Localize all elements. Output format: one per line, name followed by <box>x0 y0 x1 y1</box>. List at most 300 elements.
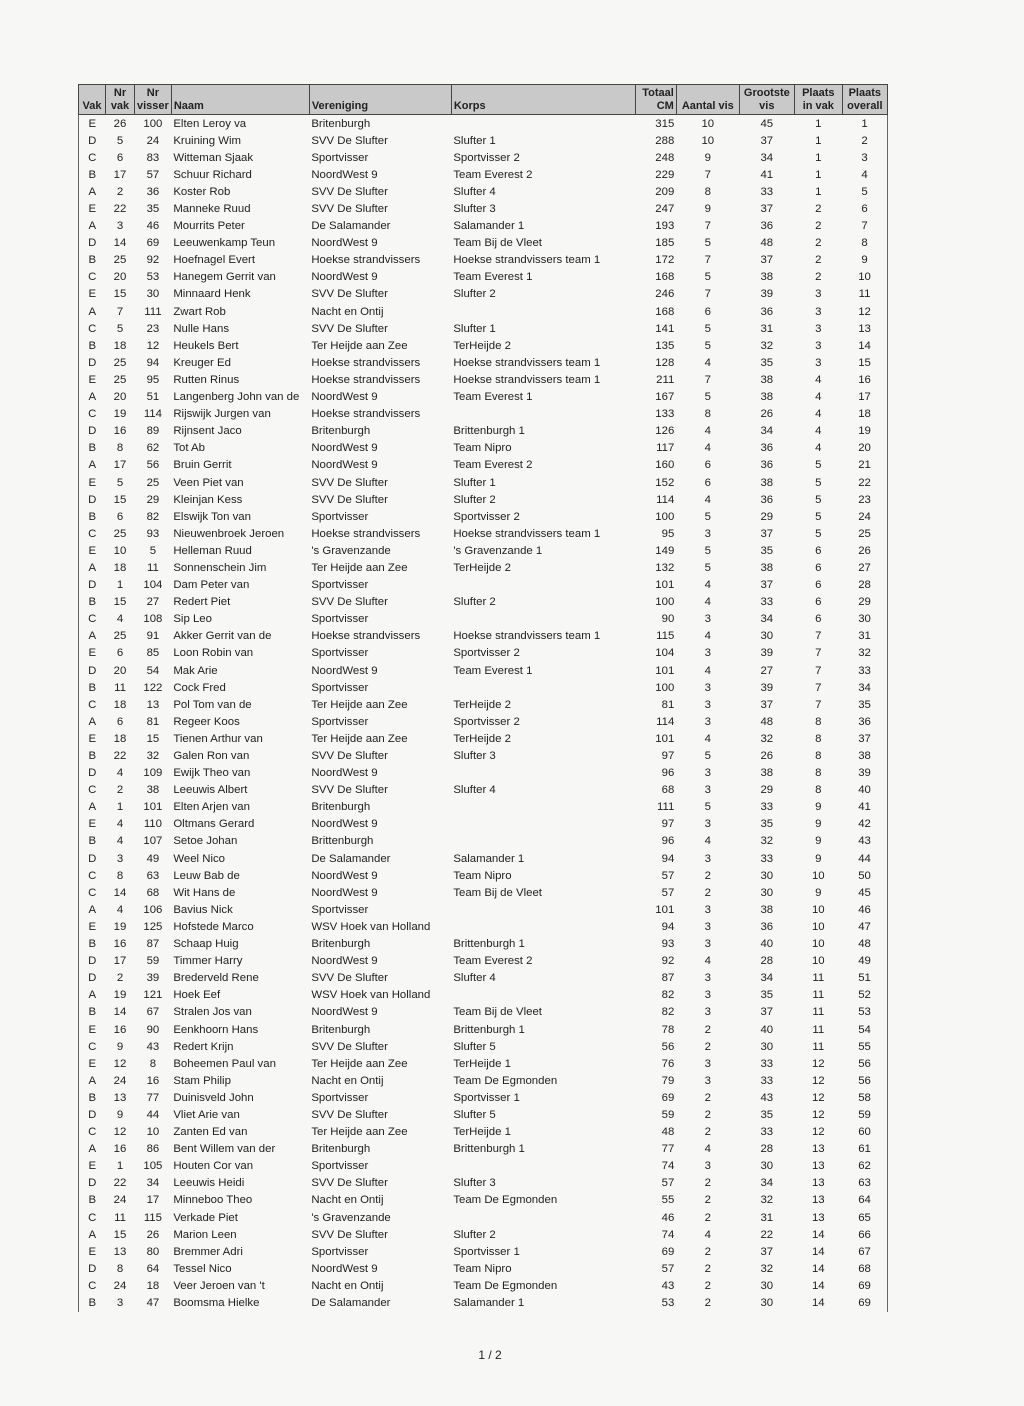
cell-plaats-in-vak: 13 <box>811 1177 825 1190</box>
table-row <box>79 371 888 388</box>
cell-nr-visser: 104 <box>143 579 163 592</box>
cell-vak: A <box>79 389 106 406</box>
cell-plaats-overall: 31 <box>842 628 887 645</box>
cell-aantal-vis: 5 <box>704 391 711 404</box>
cell-nr-visser: 93 <box>146 527 160 540</box>
table-row <box>79 115 888 133</box>
cell-nr-vak: 20 <box>113 664 127 677</box>
cell-totaal-cm: 97 <box>661 750 675 763</box>
cell-totaal-cm: 81 <box>661 698 675 711</box>
table-row <box>79 611 888 628</box>
cell-nr-vak: 18 <box>113 339 127 352</box>
cell-nr-visser: 121 <box>143 989 163 1002</box>
cell-vereniging: SVV De Slufter <box>311 1228 388 1241</box>
table-row <box>79 269 888 286</box>
cell-korps: Slufter 2 <box>453 1228 496 1241</box>
cell-aantal-vis: 6 <box>704 476 711 489</box>
cell-plaats-in-vak: 10 <box>811 938 825 951</box>
cell-vak: C <box>79 611 106 628</box>
cell-vak: C <box>79 884 106 901</box>
cell-totaal-cm: 101 <box>655 903 675 916</box>
cell-plaats-in-vak: 14 <box>811 1297 825 1310</box>
cell-korps: Sportvisser 2 <box>453 715 520 728</box>
cell-nr-visser: 107 <box>143 835 163 848</box>
cell-vereniging: Sportvisser <box>311 151 369 164</box>
cell-vak: C <box>79 696 106 713</box>
cell-korps: Slufter 2 <box>453 493 496 506</box>
cell-plaats-in-vak: 3 <box>815 322 822 335</box>
cell-plaats-in-vak: 4 <box>815 391 822 404</box>
cell-naam: Minneboo Theo <box>173 1194 253 1207</box>
cell-plaats-overall: 66 <box>842 1226 887 1243</box>
cell-nr-visser: 109 <box>143 767 163 780</box>
cell-plaats-in-vak: 1 <box>815 185 822 198</box>
table-row <box>79 1124 888 1141</box>
cell-grootste-vis: 33 <box>760 801 774 814</box>
cell-totaal-cm: 172 <box>655 254 675 267</box>
cell-vak: E <box>79 730 106 747</box>
cell-nr-vak: 19 <box>113 989 127 1002</box>
table-row <box>79 406 888 423</box>
cell-nr-visser: 110 <box>143 818 162 831</box>
cell-vak: A <box>79 457 106 474</box>
cell-grootste-vis: 33 <box>760 1057 774 1070</box>
cell-vereniging: SVV De Slufter <box>311 1040 388 1053</box>
cell-korps: 's Gravenzande 1 <box>453 544 543 557</box>
cell-aantal-vis: 2 <box>704 869 711 882</box>
cell-vak: B <box>79 440 106 457</box>
cell-nr-vak: 19 <box>113 408 127 421</box>
cell-nr-vak: 1 <box>116 579 124 592</box>
cell-aantal-vis: 2 <box>704 1297 711 1310</box>
cell-vereniging: Sportvisser <box>311 613 369 626</box>
cell-naam: Hoek Eef <box>173 989 221 1002</box>
cell-plaats-overall: 13 <box>842 320 887 337</box>
cell-totaal-cm: 74 <box>661 1228 675 1241</box>
cell-naam: Leeuwis Albert <box>173 784 248 797</box>
cell-vereniging: Nacht en Ontij <box>311 1279 384 1292</box>
results-body <box>79 115 888 1312</box>
cell-nr-vak: 16 <box>113 1023 127 1036</box>
cell-korps: Hoekse strandvissers team 1 <box>453 630 601 643</box>
cell-plaats-in-vak: 4 <box>815 442 822 455</box>
cell-grootste-vis: 26 <box>760 408 774 421</box>
cell-nr-vak: 3 <box>116 1297 124 1310</box>
cell-nr-visser: 38 <box>146 784 160 797</box>
cell-plaats-in-vak: 4 <box>815 425 822 438</box>
cell-plaats-overall: 28 <box>842 577 887 594</box>
cell-nr-visser: 5 <box>149 544 157 557</box>
cell-totaal-cm: 114 <box>656 715 675 728</box>
cell-plaats-in-vak: 5 <box>815 459 822 472</box>
cell-korps: TerHeijde 2 <box>453 339 511 352</box>
header-row <box>79 85 888 115</box>
cell-aantal-vis: 2 <box>704 1023 711 1036</box>
cell-plaats-in-vak: 4 <box>815 408 822 421</box>
cell-naam: Tessel Nico <box>173 1262 232 1275</box>
cell-aantal-vis: 3 <box>704 972 711 985</box>
cell-vak: E <box>79 1243 106 1260</box>
cell-totaal-cm: 193 <box>655 220 675 233</box>
cell-totaal-cm: 101 <box>655 579 675 592</box>
cell-totaal-cm: 149 <box>655 544 675 557</box>
cell-plaats-in-vak: 7 <box>815 664 822 677</box>
cell-plaats-overall: 27 <box>842 559 887 576</box>
cell-korps: Slufter 4 <box>453 784 496 797</box>
table-row <box>79 337 888 354</box>
cell-nr-vak: 24 <box>113 1279 127 1292</box>
cell-naam: Tienen Arthur van <box>173 732 263 745</box>
cell-korps <box>451 901 635 918</box>
cell-naam: Bavius Nick <box>173 903 233 916</box>
cell-plaats-in-vak: 2 <box>815 254 822 267</box>
cell-vak: B <box>79 747 106 764</box>
cell-nr-vak: 3 <box>116 852 124 865</box>
table-row <box>79 628 888 645</box>
cell-grootste-vis: 38 <box>760 767 774 780</box>
cell-vereniging: Sportvisser <box>311 681 369 694</box>
cell-plaats-overall: 46 <box>842 901 887 918</box>
cell-naam: Elten Leroy va <box>171 115 309 133</box>
cell-plaats-overall: 19 <box>842 423 887 440</box>
cell-vereniging: NoordWest 9 <box>311 767 378 780</box>
cell-naam: Redert Piet <box>173 596 231 609</box>
table-row <box>79 662 888 679</box>
cell-aantal-vis: 5 <box>704 339 711 352</box>
cell-naam: Boomsma Hielke <box>173 1297 260 1310</box>
cell-totaal-cm: 55 <box>661 1194 675 1207</box>
cell-vak: B <box>79 166 106 183</box>
table-row <box>79 901 888 918</box>
cell-vak: B <box>79 508 106 525</box>
cell-nr-visser: 68 <box>146 886 160 899</box>
cell-totaal-cm: 126 <box>655 425 675 438</box>
cell-aantal-vis: 4 <box>704 835 711 848</box>
cell-naam: Dam Peter van <box>173 579 250 592</box>
cell-totaal-cm: 59 <box>661 1108 675 1121</box>
cell-aantal-vis: 3 <box>704 920 711 933</box>
cell-plaats-in-vak: 2 <box>815 203 822 216</box>
cell-korps: Slufter 2 <box>453 288 496 301</box>
cell-vereniging: De Salamander <box>311 220 391 233</box>
cell-vak: B <box>79 252 106 269</box>
header-nr-vak: Nr vak <box>106 85 135 115</box>
cell-plaats-overall: 43 <box>842 833 887 850</box>
cell-korps: Team De Egmonden <box>453 1074 558 1087</box>
cell-grootste-vis: 32 <box>760 1194 774 1207</box>
cell-plaats-overall: 67 <box>842 1243 887 1260</box>
cell-grootste-vis: 48 <box>760 715 774 728</box>
cell-aantal-vis: 4 <box>704 596 711 609</box>
cell-nr-vak: 2 <box>116 185 124 198</box>
cell-nr-vak: 20 <box>113 391 127 404</box>
cell-vak: A <box>79 1072 106 1089</box>
cell-aantal-vis: 2 <box>704 1108 711 1121</box>
cell-grootste-vis: 34 <box>760 1177 774 1190</box>
cell-plaats-in-vak: 1 <box>815 168 822 181</box>
cell-korps: Slufter 1 <box>453 134 496 147</box>
cell-plaats-in-vak: 5 <box>815 510 822 523</box>
cell-nr-vak: 22 <box>113 203 127 216</box>
cell-vak: A <box>79 183 106 200</box>
cell-grootste-vis: 37 <box>760 203 774 216</box>
cell-plaats-overall: 58 <box>842 1089 887 1106</box>
cell-plaats-overall: 33 <box>842 662 887 679</box>
cell-totaal-cm: 141 <box>655 322 675 335</box>
cell-plaats-overall: 68 <box>842 1260 887 1277</box>
cell-nr-visser: 27 <box>146 596 160 609</box>
cell-naam: Zanten Ed van <box>173 1126 248 1139</box>
cell-korps: Slufter 1 <box>453 322 496 335</box>
cell-vereniging: Britenburgh <box>311 1143 371 1156</box>
cell-plaats-in-vak: 13 <box>811 1160 825 1173</box>
table-row <box>79 918 888 935</box>
cell-nr-vak: 16 <box>113 425 127 438</box>
cell-plaats-overall: 54 <box>842 1021 887 1038</box>
cell-totaal-cm: 246 <box>655 288 675 301</box>
table-row <box>79 252 888 269</box>
cell-plaats-overall: 56 <box>842 1055 887 1072</box>
cell-naam: Tot Ab <box>173 442 205 455</box>
cell-naam: Vliet Arie van <box>173 1108 240 1121</box>
cell-nr-visser: 43 <box>146 1040 160 1053</box>
cell-vak: E <box>79 115 106 133</box>
cell-nr-vak: 9 <box>116 1108 124 1121</box>
table-row <box>79 474 888 491</box>
cell-nr-visser: 125 <box>143 920 163 933</box>
table-row <box>79 542 888 559</box>
cell-naam: Mourrits Peter <box>173 220 245 233</box>
cell-vereniging: 's Gravenzande <box>311 1211 391 1224</box>
cell-korps: Brittenburgh 1 <box>453 1023 525 1036</box>
cell-grootste-vis: 38 <box>760 903 774 916</box>
cell-plaats-overall: 51 <box>842 970 887 987</box>
cell-vak: E <box>79 371 106 388</box>
cell-plaats-overall: 12 <box>842 303 887 320</box>
cell-plaats-in-vak: 12 <box>811 1126 825 1139</box>
cell-grootste-vis: 37 <box>760 527 774 540</box>
cell-vereniging: Hoekse strandvissers <box>311 408 421 421</box>
cell-vereniging: Ter Heijde aan Zee <box>311 561 408 574</box>
cell-vereniging: Sportvisser <box>311 647 369 660</box>
cell-naam: Ewijk Theo van <box>173 767 251 780</box>
cell-vak: D <box>79 970 106 987</box>
header-korps: Korps <box>451 85 635 115</box>
cell-grootste-vis: 39 <box>760 647 774 660</box>
cell-aantal-vis: 8 <box>704 185 711 198</box>
cell-nr-visser: 10 <box>146 1126 160 1139</box>
cell-nr-vak: 25 <box>113 356 127 369</box>
table-row <box>79 1089 888 1106</box>
cell-plaats-in-vak: 3 <box>815 288 822 301</box>
cell-nr-vak: 4 <box>116 613 124 626</box>
cell-korps <box>451 987 635 1004</box>
table-row <box>79 303 888 320</box>
cell-plaats-overall: 37 <box>842 730 887 747</box>
cell-aantal-vis: 2 <box>704 1194 711 1207</box>
cell-korps: Team De Egmonden <box>453 1194 558 1207</box>
header-naam: Naam <box>171 85 309 115</box>
cell-plaats-overall: 34 <box>842 679 887 696</box>
cell-nr-visser: 90 <box>146 1023 160 1036</box>
table-row <box>79 1209 888 1226</box>
cell-nr-vak: 13 <box>113 1091 127 1104</box>
cell-grootste-vis: 33 <box>760 852 774 865</box>
table-row <box>79 594 888 611</box>
cell-aantal-vis: 6 <box>704 305 711 318</box>
cell-vereniging: Ter Heijde aan Zee <box>311 732 408 745</box>
cell-grootste-vis: 33 <box>760 1126 774 1139</box>
cell-korps <box>451 577 635 594</box>
table-row <box>79 525 888 542</box>
cell-nr-vak: 4 <box>116 903 124 916</box>
cell-grootste-vis: 38 <box>760 391 774 404</box>
table-row <box>79 953 888 970</box>
cell-vak: E <box>79 474 106 491</box>
cell-totaal-cm: 43 <box>661 1279 675 1292</box>
cell-naam: Koster Rob <box>173 185 231 198</box>
cell-plaats-in-vak: 8 <box>815 767 822 780</box>
cell-aantal-vis: 4 <box>704 442 711 455</box>
table-row <box>79 1072 888 1089</box>
cell-grootste-vis: 34 <box>760 151 774 164</box>
cell-aantal-vis: 3 <box>704 1160 711 1173</box>
cell-nr-vak: 8 <box>116 1262 124 1275</box>
cell-vak: A <box>79 799 106 816</box>
cell-nr-vak: 11 <box>114 1211 126 1224</box>
header-plaats-in-vak: Plaats in vak <box>794 85 842 115</box>
cell-plaats-overall: 4 <box>842 166 887 183</box>
cell-aantal-vis: 5 <box>704 561 711 574</box>
table-row <box>79 696 888 713</box>
cell-totaal-cm: 247 <box>655 203 675 216</box>
cell-totaal-cm: 132 <box>655 561 675 574</box>
cell-plaats-overall: 24 <box>842 508 887 525</box>
cell-nr-visser: 23 <box>146 322 160 335</box>
cell-nr-visser: 36 <box>146 185 160 198</box>
cell-totaal-cm: 78 <box>661 1023 675 1036</box>
cell-vak: B <box>79 594 106 611</box>
cell-plaats-overall: 20 <box>842 440 887 457</box>
table-row <box>79 559 888 576</box>
table-row <box>79 730 888 747</box>
cell-vereniging: NoordWest 9 <box>311 1006 378 1019</box>
table-row <box>79 765 888 782</box>
cell-totaal-cm: 315 <box>635 115 676 133</box>
cell-korps <box>451 115 635 133</box>
cell-nr-vak: 24 <box>113 1194 127 1207</box>
cell-nr-vak: 25 <box>113 527 127 540</box>
cell-nr-vak: 25 <box>113 373 127 386</box>
cell-naam: Veen Piet van <box>173 476 244 489</box>
cell-korps: Team De Egmonden <box>453 1279 558 1292</box>
cell-nr-vak: 12 <box>113 1057 127 1070</box>
cell-korps: Hoekse strandvissers team 1 <box>453 254 601 267</box>
cell-nr-vak: 1 <box>116 801 124 814</box>
results-table <box>78 84 888 1312</box>
cell-korps: Slufter 3 <box>453 750 496 763</box>
cell-plaats-in-vak: 3 <box>815 305 822 318</box>
cell-korps: TerHeijde 2 <box>453 561 511 574</box>
cell-naam: Timmer Harry <box>173 955 243 968</box>
cell-aantal-vis: 6 <box>704 459 711 472</box>
cell-plaats-overall: 15 <box>842 354 887 371</box>
cell-nr-visser: 105 <box>143 1160 163 1173</box>
cell-nr-vak: 19 <box>113 920 127 933</box>
cell-plaats-overall: 69 <box>842 1294 887 1311</box>
cell-plaats-in-vak: 3 <box>815 356 822 369</box>
cell-nr-visser: 92 <box>146 254 160 267</box>
table-row <box>79 183 888 200</box>
cell-plaats-in-vak: 7 <box>815 698 822 711</box>
cell-vereniging: Ter Heijde aan Zee <box>311 1126 408 1139</box>
table-row <box>79 1158 888 1175</box>
cell-plaats-in-vak: 6 <box>815 613 822 626</box>
cell-naam: Setoe Johan <box>173 835 238 848</box>
cell-nr-visser: 111 <box>144 305 162 318</box>
cell-vereniging: SVV De Slufter <box>311 1177 388 1190</box>
table-row <box>79 713 888 730</box>
cell-aantal-vis: 3 <box>704 613 711 626</box>
cell-aantal-vis: 4 <box>704 1143 711 1156</box>
cell-plaats-in-vak: 13 <box>811 1143 825 1156</box>
cell-naam: Kleinjan Kess <box>173 493 243 506</box>
cell-korps: Team Nipro <box>453 442 512 455</box>
cell-grootste-vis: 35 <box>760 1108 774 1121</box>
cell-plaats-in-vak: 1 <box>794 115 842 133</box>
cell-vereniging: NoordWest 9 <box>311 459 378 472</box>
cell-vak: A <box>79 713 106 730</box>
cell-totaal-cm: 94 <box>661 920 675 933</box>
cell-korps: Sportvisser 1 <box>453 1245 520 1258</box>
cell-grootste-vis: 33 <box>760 596 774 609</box>
cell-korps <box>451 611 635 628</box>
cell-vereniging: Sportvisser <box>311 1160 369 1173</box>
cell-plaats-in-vak: 10 <box>811 903 825 916</box>
cell-korps: Slufter 3 <box>453 1177 496 1190</box>
cell-korps: Hoekse strandvissers team 1 <box>453 373 601 386</box>
cell-nr-vak: 1 <box>116 1160 124 1173</box>
cell-vereniging: Britenburgh <box>311 938 371 951</box>
cell-nr-vak: 18 <box>113 732 127 745</box>
cell-vereniging: Sportvisser <box>311 903 369 916</box>
cell-vereniging: Hoekse strandvissers <box>311 254 421 267</box>
table-row <box>79 884 888 901</box>
cell-plaats-overall: 50 <box>842 867 887 884</box>
table-row <box>79 457 888 474</box>
cell-nr-visser: 30 <box>146 288 160 301</box>
cell-totaal-cm: 87 <box>661 972 675 985</box>
cell-vereniging: Nacht en Ontij <box>311 1074 384 1087</box>
cell-naam: Leuw Bab de <box>173 869 240 882</box>
cell-naam: Galen Ron van <box>173 750 250 763</box>
cell-totaal-cm: 185 <box>655 237 675 250</box>
cell-aantal-vis: 3 <box>704 1074 711 1087</box>
table-row <box>79 1294 888 1311</box>
cell-aantal-vis: 3 <box>704 852 711 865</box>
cell-aantal-vis: 3 <box>704 818 711 831</box>
table-row <box>79 936 888 953</box>
cell-plaats-overall: 3 <box>842 149 887 166</box>
cell-grootste-vis: 37 <box>760 254 774 267</box>
cell-nr-visser: 69 <box>146 237 160 250</box>
cell-totaal-cm: 69 <box>661 1091 675 1104</box>
cell-plaats-overall: 55 <box>842 1038 887 1055</box>
table-row <box>79 816 888 833</box>
cell-naam: Mak Arie <box>173 664 218 677</box>
cell-nr-vak: 18 <box>113 698 127 711</box>
cell-vereniging: Britenburgh <box>309 115 451 133</box>
